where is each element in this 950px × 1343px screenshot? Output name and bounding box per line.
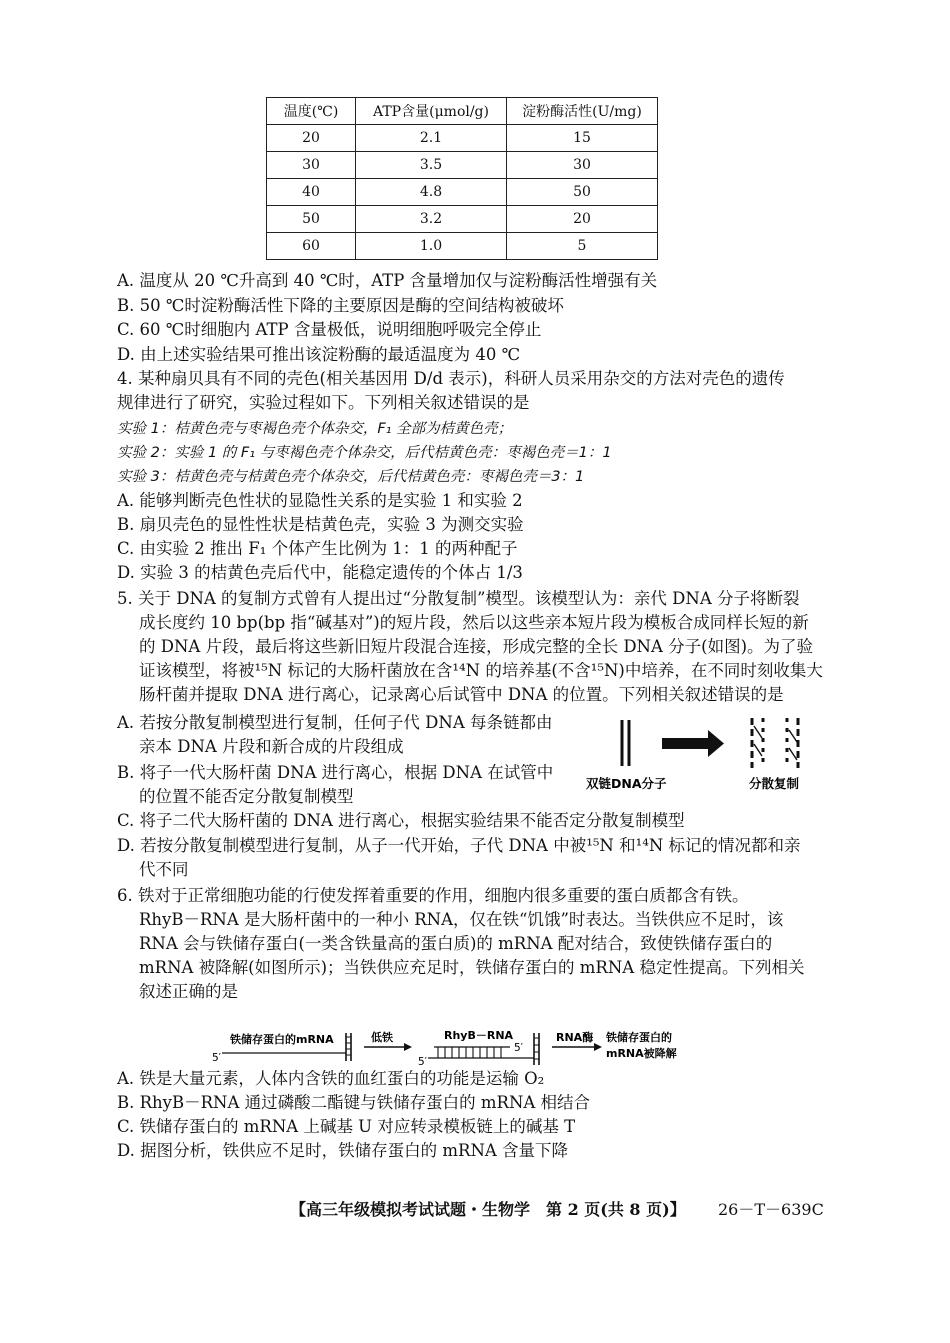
q4-option-c: C. 由实验 2 推出 F₁ 个体产生比例为 1：1 的两种配子 bbox=[117, 539, 518, 558]
q4-experiment-2: 实验 2：实验 1 的 F₁ 与枣褐色壳个体杂交，后代桔黄色壳：枣褐色壳＝1：1 bbox=[117, 445, 612, 461]
table-cell: 20 bbox=[507, 206, 658, 233]
q4-experiment-3: 实验 3：桔黄色壳与桔黄色壳个体杂交，后代桔黄色壳：枣褐色壳＝3：1 bbox=[117, 469, 585, 485]
q6-option-d: D. 据图分析，铁供应不足时，铁储存蛋白的 mRNA 含量下降 bbox=[117, 1141, 569, 1160]
q4-stem: 规律进行了研究，实验过程如下。下列相关叙述错误的是 bbox=[117, 393, 530, 412]
table-cell: 50 bbox=[507, 179, 658, 206]
figure-label-dispersive: 分散复制 bbox=[749, 776, 800, 791]
table-cell: 2.1 bbox=[356, 125, 507, 152]
q5-option-b-cont: 的位置不能否定分散复制模型 bbox=[139, 787, 354, 806]
q4-experiment-1: 实验 1：桔黄色壳与枣褐色壳个体杂交，F₁ 全部为桔黄色壳； bbox=[117, 421, 513, 437]
ribosome-bracket-icon bbox=[534, 1033, 539, 1065]
table-cell: 15 bbox=[507, 125, 658, 152]
q4-stem: 4. 某种扇贝具有不同的壳色(相关基因用 D/d 表示)，科研人员采用杂交的方法对壳色的遗传 bbox=[117, 369, 785, 388]
q5-option-a-cont: 亲本 DNA 片段和新合成的片段组成 bbox=[139, 737, 404, 756]
arrow-head-icon bbox=[404, 1043, 412, 1051]
fig-mrna-label: 铁储存蛋白的mRNA bbox=[230, 1033, 334, 1046]
table-header-row bbox=[267, 98, 658, 125]
table-cell: 40 bbox=[267, 179, 356, 206]
table-row bbox=[267, 179, 658, 206]
q6-option-a: A. 铁是大量元素，人体内含铁的血红蛋白的功能是运输 O₂ bbox=[117, 1069, 545, 1088]
fig-five-prime: 5′ bbox=[418, 1056, 428, 1068]
q5-stem: 证该模型，将被¹⁵N 标记的大肠杆菌放在含¹⁴N 的培养基(不含¹⁵N)中培养，在不同时刻收集大 bbox=[139, 661, 823, 680]
q6-stem: mRNA 被降解(如图所示)；当铁供应充足时，铁储存蛋白的 mRNA 稳定性提高。下列相关 bbox=[139, 958, 805, 977]
table-row bbox=[267, 125, 658, 152]
q5-option-b: B. 将子一代大肠杆菌 DNA 进行离心，根据 DNA 在试管中 bbox=[117, 763, 554, 782]
fig-five-prime: 5′ bbox=[212, 1052, 222, 1064]
q5-stem: 的 DNA 片段，最后将这些新旧短片段混合连接，形成完整的全长 DNA 分子(如图)。为了验 bbox=[139, 637, 814, 656]
q5-option-d: D. 若按分散复制模型进行复制，从子一代开始，子代 DNA 中被¹⁵N 和¹⁴N 标记的情况都和亲 bbox=[117, 836, 801, 855]
fig-result-label: 铁储存蛋白的 bbox=[606, 1031, 672, 1044]
table-cell: 5 bbox=[507, 233, 658, 260]
q4-option-b: B. 扇贝壳色的显性性状是桔黄色壳，实验 3 为测交实验 bbox=[117, 515, 524, 534]
q6-stem: 叙述正确的是 bbox=[139, 982, 238, 1001]
table-cell: 3.2 bbox=[356, 206, 507, 233]
fig-rhyb-label: RhyB－RNA bbox=[444, 1029, 514, 1042]
temperature-atp-table bbox=[266, 97, 658, 260]
table-cell: 30 bbox=[507, 152, 658, 179]
q6-stem: RNA 会与铁储存蛋白(一类含铁量高的蛋白质)的 mRNA 配对结合，致使铁储存蛋白的 bbox=[139, 934, 773, 953]
q6-option-c: C. 铁储存蛋白的 mRNA 上碱基 U 对应转录模板链上的碱基 T bbox=[117, 1117, 576, 1136]
page-footer-title: 【高三年级模拟考试试题・生物学 第 2 页(共 8 页)】 bbox=[290, 1200, 686, 1219]
table-cell: 4.8 bbox=[356, 179, 507, 206]
q6-stem: 6. 铁对于正常细胞功能的行使发挥着重要的作用，细胞内很多重要的蛋白质都含有铁。 bbox=[117, 886, 749, 905]
table-row bbox=[267, 152, 658, 179]
daughter-dna-2 bbox=[787, 718, 798, 768]
page-footer-code: 26－T－639C bbox=[718, 1200, 824, 1219]
table-header: ATP含量(μmol/g) bbox=[356, 98, 507, 125]
table-row bbox=[267, 206, 658, 233]
table-row bbox=[267, 233, 658, 260]
daughter-dna-1 bbox=[752, 718, 763, 768]
q5-option-d-cont: 代不同 bbox=[139, 860, 189, 879]
table-header: 温度(℃) bbox=[267, 98, 356, 125]
table-cell: 3.5 bbox=[356, 152, 507, 179]
base-pairs bbox=[438, 1047, 501, 1058]
q4-option-a: A. 能够判断壳色性状的显隐性关系的是实验 1 和实验 2 bbox=[117, 491, 523, 510]
ribosome-bracket-icon bbox=[346, 1033, 351, 1061]
table-cell: 1.0 bbox=[356, 233, 507, 260]
q3-option-b: B. 50 ℃时淀粉酶活性下降的主要原因是酶的空间结构被破坏 bbox=[117, 296, 564, 315]
arrow-head-icon bbox=[708, 730, 724, 757]
q6-stem: RhyB－RNA 是大肠杆菌中的一种小 RNA，仅在铁“饥饿”时表达。当铁供应不足时，该 bbox=[139, 910, 784, 929]
q5-stem: 5. 关于 DNA 的复制方式曾有人提出过“分散复制”模型。该模型认为：亲代 DNA 分子将断裂 bbox=[117, 589, 800, 608]
q3-option-c: C. 60 ℃时细胞内 ATP 含量极低，说明细胞呼吸完全停止 bbox=[117, 320, 542, 339]
q5-option-a: A. 若按分散复制模型进行复制，任何子代 DNA 每条链都由 bbox=[117, 713, 553, 732]
q3-option-d: D. 由上述实验结果可推出该淀粉酶的最适温度为 40 ℃ bbox=[117, 345, 521, 364]
table-cell: 60 bbox=[267, 233, 356, 260]
q5-stem: 成长度约 10 bp(bp 指“碱基对”)的短片段，然后以这些亲本短片段为模板合成同样长短的新 bbox=[139, 613, 809, 632]
table-cell: 20 bbox=[267, 125, 356, 152]
fig-low-iron-label: 低铁 bbox=[371, 1031, 393, 1044]
q5-stem: 肠杆菌并提取 DNA 进行离心，记录离心后试管中 DNA 的位置。下列相关叙述错误的是 bbox=[139, 685, 784, 704]
table-header: 淀粉酶活性(U/mg) bbox=[507, 98, 658, 125]
arrow-head-icon bbox=[594, 1043, 602, 1051]
fig-rnase-label: RNA酶 bbox=[556, 1031, 594, 1044]
table-cell: 30 bbox=[267, 152, 356, 179]
q6-option-b: B. RhyB－RNA 通过磷酸二酯键与铁储存蛋白的 mRNA 相结合 bbox=[117, 1093, 591, 1112]
fig-five-prime: 5′ bbox=[514, 1042, 524, 1054]
rhyb-rna-mechanism-figure bbox=[208, 1025, 728, 1073]
q5-option-c: C. 将子二代大肠杆菌的 DNA 进行离心，根据实验结果不能否定分散复制模型 bbox=[117, 811, 685, 830]
fig-result-label: mRNA被降解 bbox=[606, 1047, 677, 1060]
table-cell: 50 bbox=[267, 206, 356, 233]
figure-label-parent: 双链DNA分子 bbox=[586, 776, 667, 791]
dispersive-replication-figure bbox=[584, 708, 850, 796]
q3-option-a: A. 温度从 20 ℃升高到 40 ℃时，ATP 含量增加仅与淀粉酶活性增强有关 bbox=[117, 271, 658, 290]
arrow-shaft bbox=[662, 738, 710, 749]
q4-option-d: D. 实验 3 的桔黄色壳后代中，能稳定遗传的个体占 1/3 bbox=[117, 563, 523, 582]
